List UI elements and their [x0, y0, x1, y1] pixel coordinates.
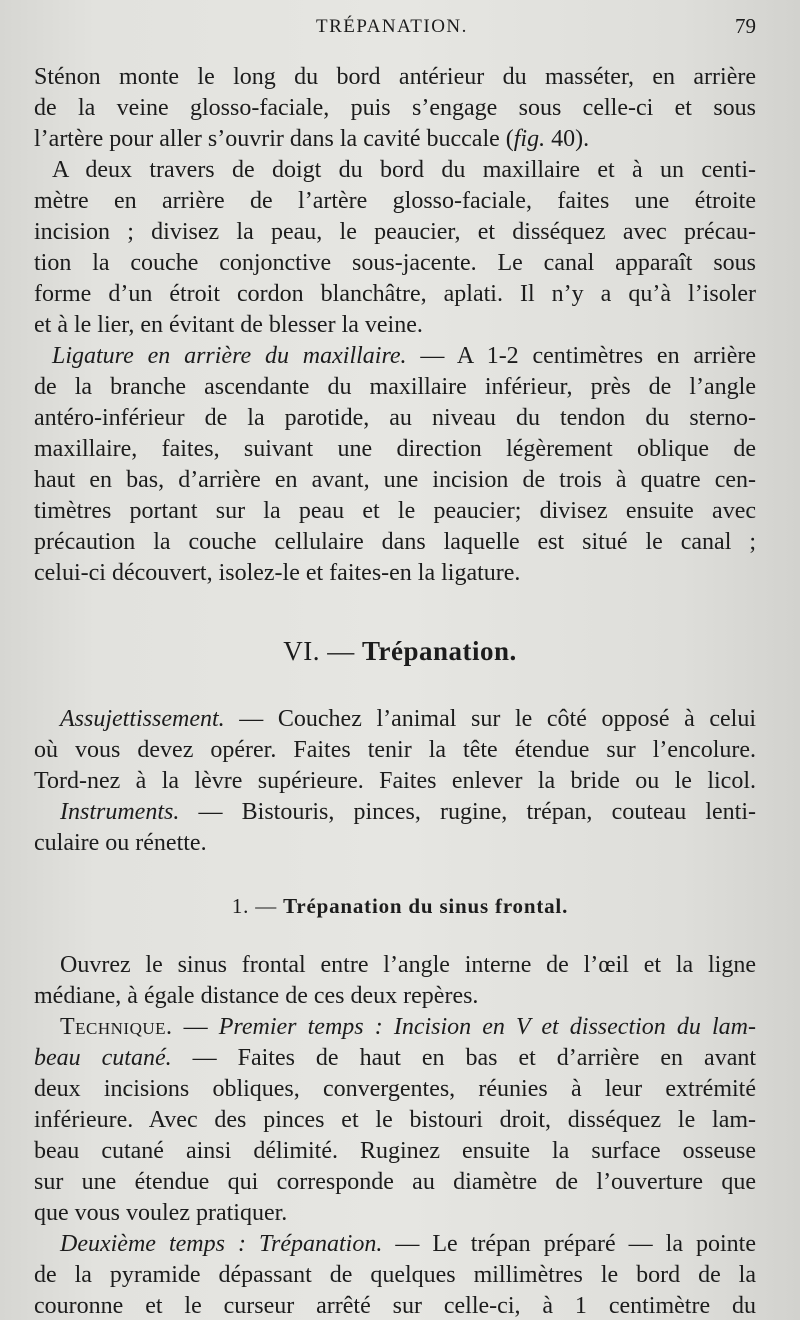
run-in-heading: Assujettissement. — [60, 706, 225, 732]
text-line: précaution la couche cellulaire dans laquelle est situé le canal ; — [34, 529, 756, 555]
technique-label: Technique. — [60, 1014, 173, 1040]
text-line: sur une étendue qui corresponde au diamètre de l’ouverture que — [34, 1169, 756, 1195]
text-line: que vous voulez pratiquer. — [34, 1200, 288, 1226]
text-block-frontal-sinus — [34, 950, 756, 1320]
text-line: deux incisions obliques, convergentes, réunies à leur extrémité — [34, 1076, 756, 1102]
subsection-number: 1. — — [231, 894, 284, 918]
text-line: tion la couche conjonctive sous-jacente. Le canal apparaît sous — [34, 250, 756, 276]
step-heading: Deuxième temps : Trépanation. — [60, 1231, 383, 1257]
run-in-heading: Ligature en arrière du maxillaire. — [52, 343, 407, 369]
paragraph-start: Technique. — Premier temps : Incision en V et dissection du lam- — [60, 1014, 756, 1040]
section-heading — [0, 636, 800, 667]
text-line: culaire ou rénette. — [34, 830, 207, 856]
text-block-parotid-duct — [34, 62, 756, 589]
text-line: médiane, à égale distance de ces deux repères. — [34, 983, 479, 1009]
text-block-restraint — [34, 704, 756, 859]
text-line: beau cutané. — Faites de haut en bas et d’arrière en avant — [34, 1045, 756, 1071]
page-number: 79 — [735, 14, 756, 38]
text-line: maxillaire, faites, suivant une direction légèrement oblique de — [34, 436, 756, 462]
running-title: TRÉPANATION. — [316, 16, 468, 37]
text-line: de la branche ascendante du maxillaire inférieur, près de l’angle — [34, 374, 756, 400]
text-line: antéro-inférieur de la parotide, au niveau du tendon du sterno- — [34, 405, 756, 431]
paragraph-start: Deuxième temps : Trépanation. — Le trépan préparé — la pointe — [60, 1231, 756, 1257]
paragraph-start: Assujettissement. — Couchez l’animal sur le côté opposé à celui — [60, 706, 756, 732]
paragraph-start: Instruments. — Bistouris, pinces, rugine, trépan, couteau lenti- — [60, 799, 756, 825]
text-line: Tord-nez à la lèvre supérieure. Faites enlever la bride ou le licol. — [34, 768, 756, 794]
text-line: celui-ci découvert, isolez-le et faites-en la ligature. — [34, 560, 521, 586]
run-in-heading: Instruments. — [60, 799, 180, 825]
text-line: haut en bas, d’arrière en avant, une incision de trois à quatre cen- — [34, 467, 756, 493]
paragraph-start: Ligature en arrière du maxillaire. — A 1-2 centimètres en arrière — [52, 343, 756, 369]
text-line: timètres portant sur la peau et le peaucier; divisez ensuite avec — [34, 498, 756, 524]
text-line: Sténon monte le long du bord antérieur du masséter, en arrière — [34, 64, 756, 90]
paragraph-start: A deux travers de doigt du bord du maxillaire et à un centi- — [52, 157, 756, 183]
text-line: l’artère pour aller s’ouvrir dans la cavité buccale (fig. 40). — [34, 126, 590, 152]
text-line: de la pyramide dépassant de quelques millimètres le bord de la — [34, 1262, 756, 1288]
text-line: incision ; divisez la peau, le peaucier, et disséquez avec précau- — [34, 219, 756, 245]
text-line: couronne et le curseur arrêté sur celle-ci, à 1 centimètre du — [34, 1293, 756, 1319]
figure-reference: fig. — [513, 126, 546, 152]
text-line: beau cutané ainsi délimité. Ruginez ensuite la surface osseuse — [34, 1138, 756, 1164]
subsection-title: Trépanation du sinus frontal. — [283, 894, 569, 918]
text-line: et à le lier, en évitant de blesser la veine. — [34, 312, 423, 338]
running-head — [0, 10, 800, 46]
text-line: de la veine glosso-faciale, puis s’engage sous celle-ci et sous — [34, 95, 756, 121]
text-line: mètre en arrière de l’artère glosso-faciale, faites une étroite — [34, 188, 756, 214]
subsection-heading — [0, 894, 800, 919]
text-line: où vous devez opérer. Faites tenir la tête étendue sur l’encolure. — [34, 737, 756, 763]
section-title: Trépanation. — [361, 636, 517, 666]
section-number: VI. — — [283, 636, 362, 666]
step-heading: Premier temps : Incision en V et dissection du lam- — [218, 1014, 756, 1040]
text-line: inférieure. Avec des pinces et le bistouri droit, disséquez le lam- — [34, 1107, 756, 1133]
text-line: forme d’un étroit cordon blanchâtre, aplati. Il n’y a qu’à l’isoler — [34, 281, 756, 307]
step-heading-continued: beau cutané. — [34, 1045, 172, 1071]
paragraph-start: Ouvrez le sinus frontal entre l’angle interne de l’œil et la ligne — [60, 952, 756, 978]
